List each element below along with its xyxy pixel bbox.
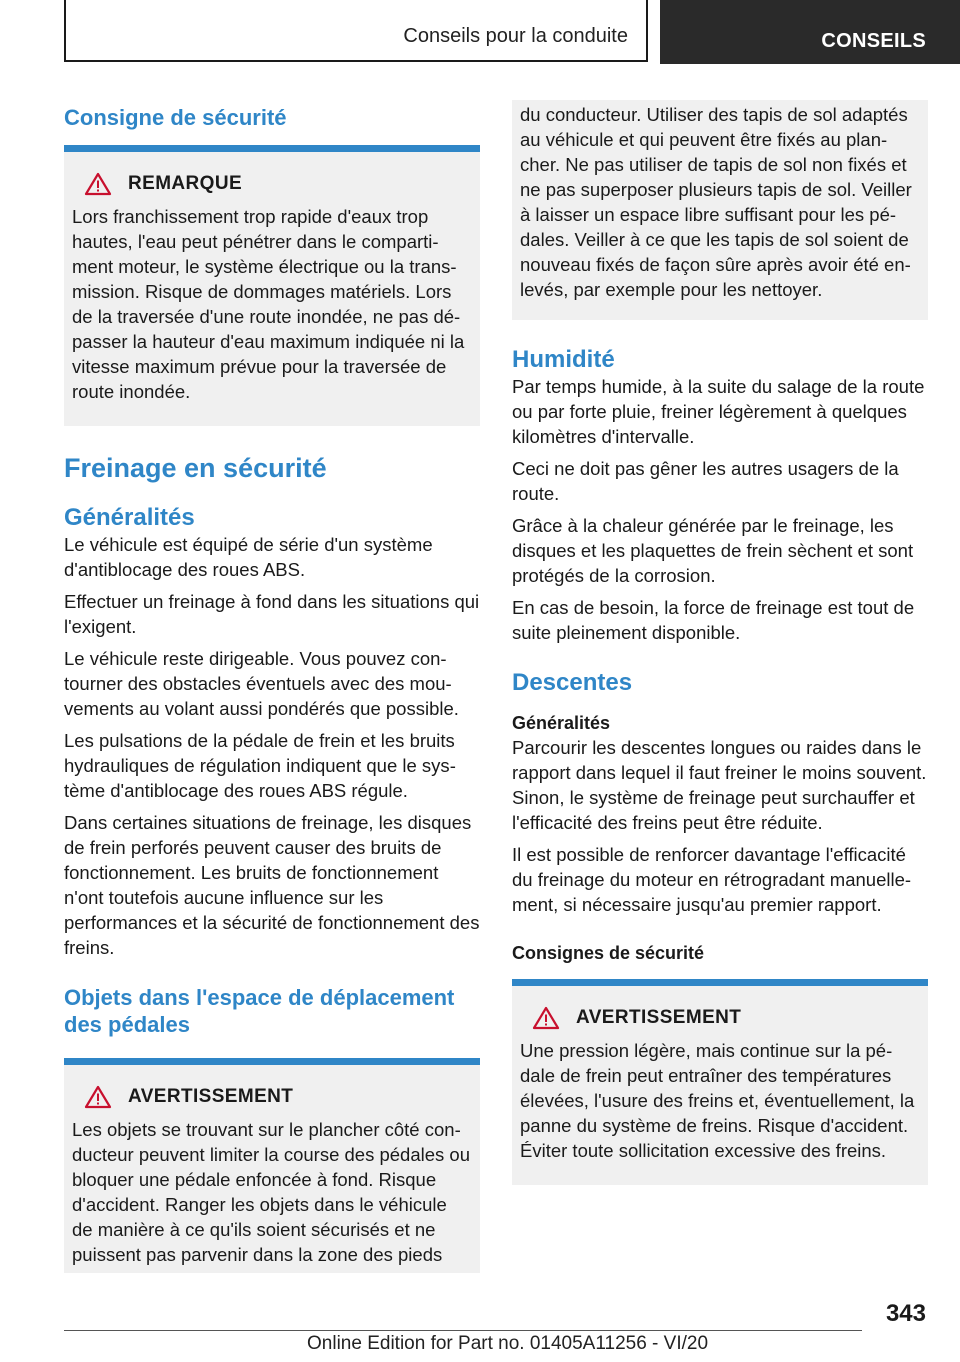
notice-bar (64, 145, 480, 152)
notice-box (64, 152, 480, 426)
braking-heading: Freinage en sécurité (64, 453, 327, 483)
paragraph: Par temps humide, à la suite du salage de la route ou par forte pluie, freiner légèrement à quelques kilomètres d'intervalle. (512, 376, 925, 447)
notice-text: du conducteur. Utiliser des tapis de sol adaptés au véhicule et qui peuvent être fixés au plancher. Ne pas utiliser de tapis de sol non fixés et ne pas superposer plusieurs tapis de sol. Veiller à laisser un espace libre suffisant pour les pédales. Veiller à ce que les tapis de sol soient de nouveau fixés de façon sûre après avoir été enlevés, par exemple pour les nettoyer. (520, 104, 912, 300)
warning-triangle-icon (532, 1006, 560, 1030)
paragraph: Dans certaines situations de freinage, les disques de frein perforés peuvent causer des bruits de fonctionnement. Les bruits de fonctionnement n'ont toutefois aucune influence sur les performances et la sécurité de fonctionnement des freins. (64, 812, 480, 958)
notice-text: Une pression légère, mais continue sur la pédale de frein peut entraîner des températures élevées, l'usure des freins et, éventuellement, la panne du système de freins. Risque d'accident. Éviter toute sollicitation excessive des freins. (520, 1040, 915, 1161)
paragraph: Les pulsations de la pédale de frein et les bruits hydrauliques de régulation indiquent que le système d'antiblocage des roues ABS régule. (64, 730, 456, 801)
page-number: 343 (885, 1300, 926, 1327)
right-column (512, 100, 928, 1185)
paragraph: Il est possible de renforcer davantage l'efficacité du freinage du moteur en rétrogradant manuellement, si nécessaire jusqu'au premier rapport. (512, 844, 912, 915)
general-heading: Généralités (64, 504, 195, 531)
header-frame (64, 0, 648, 62)
notice-bar (512, 979, 928, 986)
notice-continued (512, 100, 928, 320)
warning-triangle-icon (84, 172, 112, 196)
header-section-title: Conseils pour la conduite (403, 25, 628, 47)
footer-edition: Online Edition for Part no. 01405A11256 - VI/20 (307, 1333, 709, 1354)
paragraph: Ceci ne doit pas gêner les autres usagers de la route. (512, 458, 899, 504)
notice-title: AVERTISSEMENT (128, 1086, 294, 1107)
notice-text: Les objets se trouvant sur le plancher côté conducteur peuvent limiter la course des pédales ou bloquer une pédale enfoncée à fond. Risque d'accident. Ranger les objets dans le véhicule de manière à ce qu'ils soient sécurisés et ne puissent pas parvenir dans la zone des pieds (72, 1119, 470, 1265)
paragraph: Grâce à la chaleur générée par le freinage, les disques et les plaquettes de frein sèchent et sont protégés de la corrosion. (512, 515, 914, 586)
notice-bar (64, 1058, 480, 1065)
notice-title: REMARQUE (128, 173, 243, 194)
notice-text: Lors franchissement trop rapide d'eaux trop hautes, l'eau peut pénétrer dans le compartiment moteur, le système électrique ou la transmission. Risque de dommages matériels. Lors de la traversée d'une route inondée, ne pas dépasser la hauteur d'eau maximum indiquée ni la vitesse maximum prévue pour la traversée de route inondée. (72, 206, 465, 402)
safety-subheading: Consignes de sécurité (512, 943, 705, 963)
notice-box (512, 986, 928, 1185)
notice-title: AVERTISSEMENT (576, 1007, 742, 1028)
humidity-heading: Humidité (512, 346, 615, 373)
footer-divider (64, 1330, 862, 1331)
paragraph: Parcourir les descentes longues ou raides dans le rapport dans lequel il faut freiner le moins souvent. Sinon, le système de freinage peut surchauffer et l'efficacité des freins peut être réduite. (512, 737, 927, 833)
descents-general-heading: Généralités (512, 713, 611, 733)
paragraph: Le véhicule est équipé de série d'un système d'antiblocage des roues ABS. (64, 534, 433, 580)
descents-heading: Descentes (512, 669, 633, 696)
paragraph: En cas de besoin, la force de freinage est tout de suite pleinement disponible. (512, 597, 915, 643)
paragraph: Effectuer un freinage à fond dans les situations qui l'exigent. (64, 591, 480, 637)
objects-heading: Objets dans l'espace de déplacement des pédales (64, 985, 455, 1037)
page-header (0, 0, 960, 66)
notice-box (64, 1065, 480, 1273)
paragraph: Le véhicule reste dirigeable. Vous pouvez contourner des obstacles éventuels avec des mouvements au volant aussi pondérés que possible. (64, 648, 459, 719)
left-column (64, 100, 480, 1273)
warning-triangle-icon (84, 1085, 112, 1109)
header-chapter-tab: CONSEILS (660, 0, 960, 64)
safety-heading: Consigne de sécurité (64, 105, 287, 130)
